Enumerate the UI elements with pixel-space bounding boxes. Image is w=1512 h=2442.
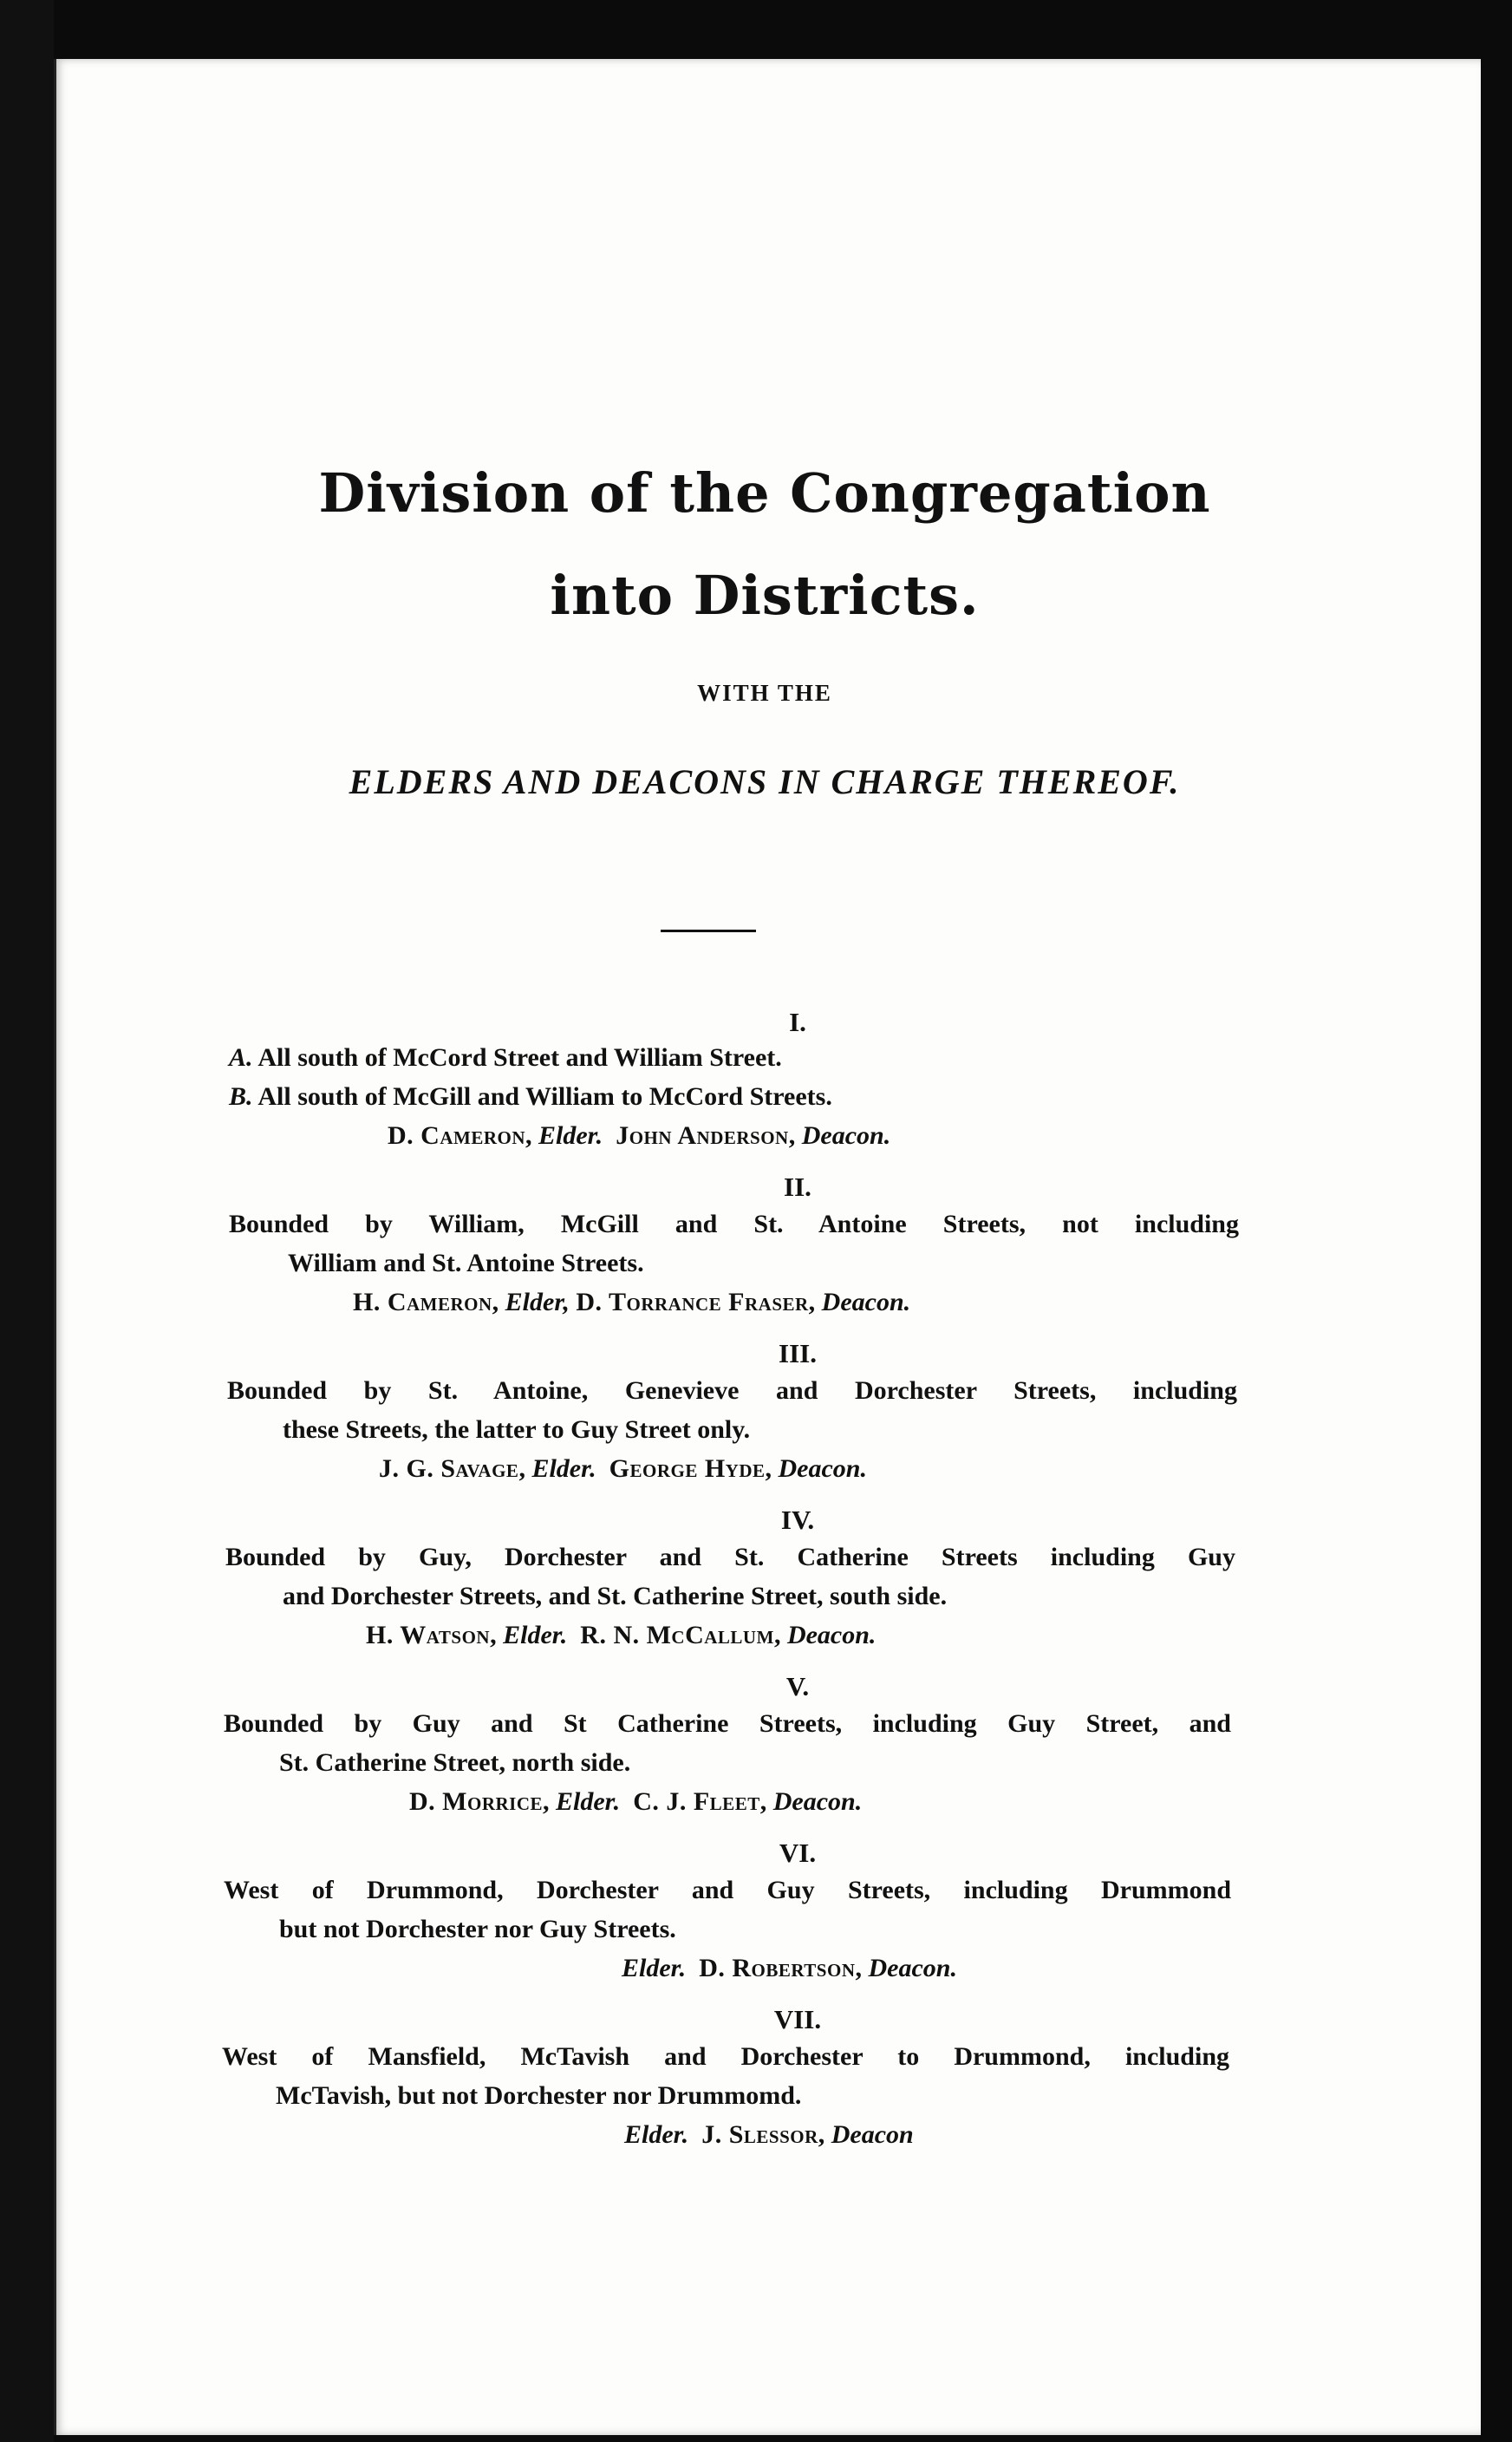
deacon-name: C. J. Fleet xyxy=(633,1787,760,1816)
district-line-prefix: A. xyxy=(229,1043,253,1072)
district-line: Bounded by St. Antoine, Genevieve and Dorchester Streets, including xyxy=(227,1376,1237,1405)
deacon-name: D. Torrance Fraser xyxy=(576,1288,809,1316)
district-numeral: II. xyxy=(784,1172,811,1202)
district-numeral: VII. xyxy=(773,2004,822,2034)
divider-rule xyxy=(661,930,756,932)
district-line: these Streets, the latter to Guy Street only. xyxy=(283,1415,751,1444)
deacon-name: D. Robertson xyxy=(699,1954,856,1982)
elder-role: Elder. xyxy=(556,1787,621,1816)
deacon-role: Deacon. xyxy=(801,1121,891,1150)
district-line: Bounded by William, McGill and St. Antoine Streets, not including xyxy=(229,1210,1239,1238)
elder-role: Elder, xyxy=(505,1288,570,1316)
elder-role: Elder. xyxy=(531,1454,596,1483)
deacon-role: Deacon xyxy=(831,2120,914,2149)
district-line: McTavish, but not Dorchester nor Drummomd. xyxy=(276,2081,802,2110)
district-officers: D. Cameron, Elder. John Anderson, Deacon. xyxy=(388,1121,891,1150)
deacon-name: John Anderson xyxy=(616,1121,789,1150)
elder-name: J. G. Savage xyxy=(379,1454,519,1483)
elder-name: H. Cameron xyxy=(353,1288,492,1316)
deacon-name: George Hyde xyxy=(609,1454,766,1483)
district-line-text: All south of McGill and William to McCord Streets. xyxy=(257,1082,832,1111)
district-line-text: All south of McCord Street and William Street. xyxy=(257,1043,782,1072)
district-line: but not Dorchester nor Guy Streets. xyxy=(279,1915,676,1943)
page-title-line-1: Division of the Congregation xyxy=(318,461,1211,525)
district-line: St. Catherine Street, north side. xyxy=(279,1748,631,1777)
deacon-role: Deacon. xyxy=(778,1454,867,1483)
elder-name: D. Morrice xyxy=(409,1787,543,1816)
document-page xyxy=(54,59,1481,2435)
district-line: Bounded by Guy and St Catherine Streets, including Guy Street, and xyxy=(224,1709,1231,1738)
deacon-role: Deacon. xyxy=(868,1954,957,1982)
with-the-caption: WITH THE xyxy=(697,680,832,706)
district-numeral: IV. xyxy=(780,1505,815,1535)
page-title-line-2: into Districts. xyxy=(550,564,980,627)
district-officers: H. Watson, Elder. R. N. McCallum, Deacon. xyxy=(366,1621,877,1649)
elder-role: Elder. xyxy=(622,1954,687,1982)
district-line: and Dorchester Streets, and St. Catherine Street, south side. xyxy=(283,1582,948,1610)
page-subtitle: ELDERS AND DEACONS IN CHARGE THEREOF. xyxy=(349,762,1181,801)
district-officers: J. G. Savage, Elder. George Hyde, Deacon. xyxy=(379,1454,867,1483)
deacon-name: R. N. McCallum xyxy=(580,1621,774,1649)
elder-name: H. Watson xyxy=(366,1621,491,1649)
elder-role: Elder. xyxy=(624,2120,689,2149)
district-line: William and St. Antoine Streets. xyxy=(288,1249,644,1277)
page-content xyxy=(54,59,1481,2435)
district-line-prefix: B. xyxy=(229,1082,253,1111)
district-line: West of Mansfield, McTavish and Dorchester to Drummond, including xyxy=(222,2042,1229,2071)
district-officers: Elder. J. Slessor, Deacon xyxy=(624,2120,914,2149)
district-numeral: V. xyxy=(785,1671,810,1701)
district-line xyxy=(229,1043,782,1073)
elder-name: D. Cameron xyxy=(388,1121,525,1150)
deacon-role: Deacon. xyxy=(821,1288,911,1316)
elder-role: Elder. xyxy=(538,1121,603,1150)
district-numeral: III. xyxy=(779,1338,817,1368)
district-line: Bounded by Guy, Dorchester and St. Catherine Streets including Guy xyxy=(225,1543,1235,1571)
deacon-name: J. Slessor xyxy=(701,2120,818,2149)
deacon-role: Deacon. xyxy=(772,1787,863,1816)
district-line xyxy=(229,1082,832,1112)
district-officers: D. Morrice, Elder. C. J. Fleet, Deacon. xyxy=(409,1787,863,1816)
district-numeral: I. xyxy=(789,1007,806,1037)
deacon-role: Deacon. xyxy=(786,1621,877,1649)
scan-background xyxy=(0,0,54,2442)
elder-role: Elder. xyxy=(503,1621,568,1649)
district-officers: H. Cameron, Elder, D. Torrance Fraser, Deacon. xyxy=(353,1288,911,1316)
district-officers: Elder. D. Robertson, Deacon. xyxy=(622,1954,957,1982)
district-line: West of Drummond, Dorchester and Guy Streets, including Drummond xyxy=(224,1876,1231,1904)
district-numeral: VI. xyxy=(779,1838,817,1868)
